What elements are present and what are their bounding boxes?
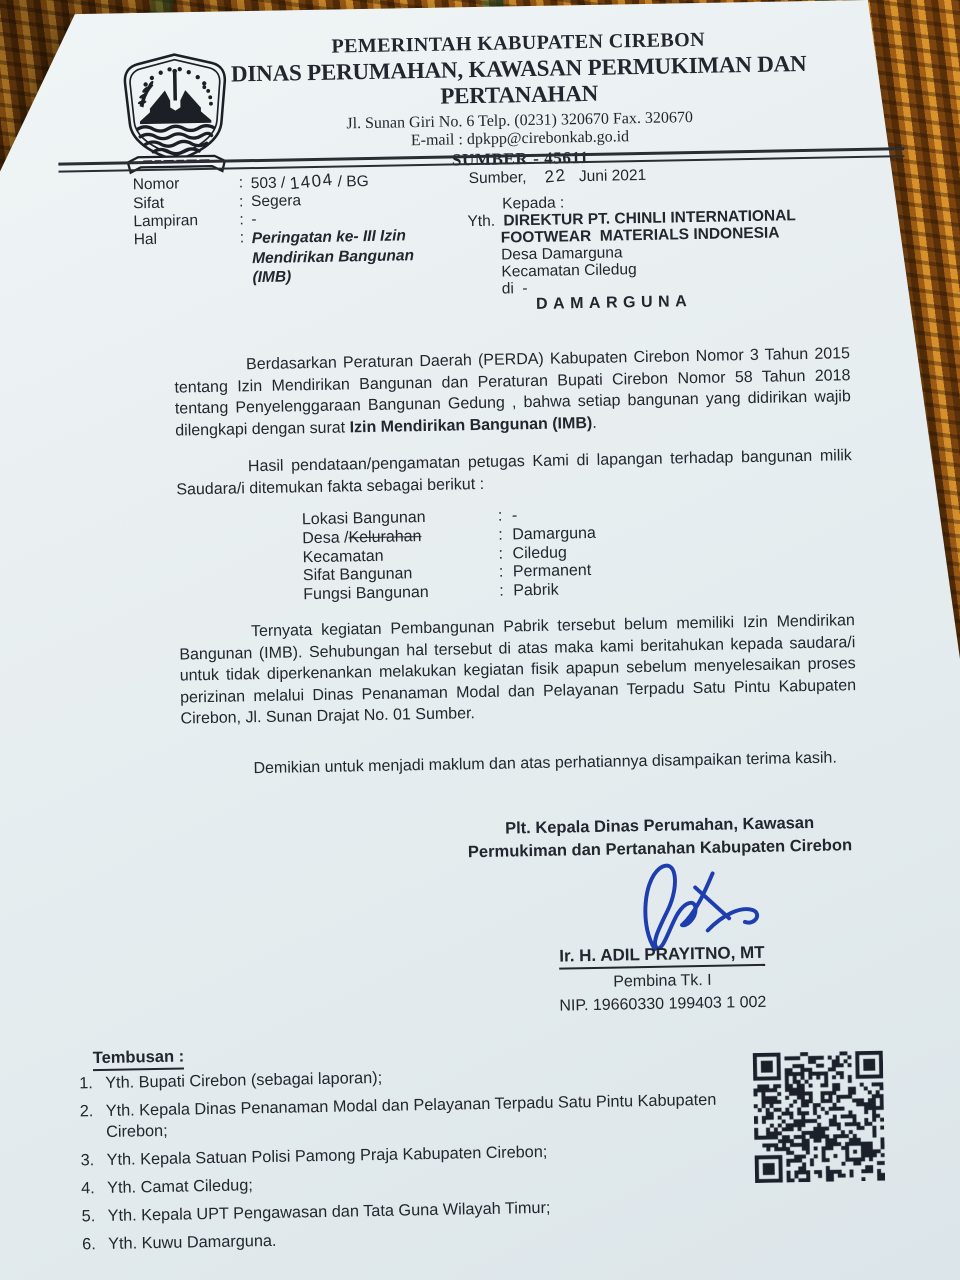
- nomor-handwritten: 1404: [288, 169, 335, 194]
- fact-row: Lokasi Bangunan : -: [301, 507, 518, 529]
- colon: :: [239, 229, 245, 247]
- recipient-city: DAMARGUNA: [535, 293, 693, 313]
- nomor-label: Nomor: [132, 175, 180, 194]
- colon: :: [238, 193, 244, 211]
- dateline: [469, 166, 647, 188]
- dateline-day-handwritten: 22: [543, 165, 568, 187]
- yth-prefix: Yth.: [467, 212, 496, 231]
- paragraph-3: Ternyata kegiatan Pembangunan Pabrik tersebut belum memiliki Izin Mendirikan Bangunan (IMB). Sehubungan hal tersebut di atas maka kami beritahukan kepada saudara/i untuk tidak diperkenankan melakukan kegiatan fisik apapun sebelum menyelesaikan proses perizinan melalui Dinas Penanaman Modal dan Pelayanan Terpadu Satu Pintu Kabupaten Cirebon, Jl. Sunan Drajat No. 01 Sumber.: [179, 612, 857, 728]
- fact-row: Fungsi Bangunan : Pabrik: [303, 581, 559, 604]
- letterhead-city-postal: SUMBER - 45611: [451, 147, 589, 170]
- fact-row: Sifat Bangunan : Permanent: [302, 562, 592, 585]
- tembusan-heading: Tembusan :: [93, 1048, 185, 1072]
- letterhead-agency: DINAS PERUMAHAN, KAWASAN PERMUKIMAN DAN PERTANAHAN: [230, 50, 807, 109]
- recipient-name-line1: Yth. DIREKTUR PT. CHINLI INTERNATIONAL: [467, 207, 796, 231]
- dateline-month-year: Juni 2021: [578, 166, 647, 186]
- recipient-district: Kecamatan Ciledug: [501, 261, 637, 281]
- lampiran-label: Lampiran: [133, 212, 199, 231]
- dateline-place: Sumber,: [468, 169, 527, 188]
- kepada-label: Kepada :: [502, 194, 565, 213]
- tembusan-item: Yth. Kuwu Damarguna.: [108, 1231, 277, 1253]
- hal-label: Hal: [133, 230, 158, 249]
- paragraph-4: Demikian untuk menjadi maklum dan atas perhatiannya disampaikan terima kasih.: [253, 749, 837, 778]
- sifat-value: Segera: [250, 192, 302, 211]
- recipient-di-line: di -: [501, 280, 528, 298]
- fact-row: Desa /Kelurahan : Damarguna: [302, 524, 596, 548]
- nomor-value: [250, 169, 369, 194]
- lampiran-value: -: [251, 211, 257, 229]
- sifat-label: Sifat: [132, 194, 165, 213]
- tembusan-item: Yth. Camat Ciledug;: [106, 1176, 253, 1197]
- nomor-prefix: 503 /: [250, 174, 286, 193]
- facts-list: [302, 506, 597, 605]
- tembusan-item: Yth. Kepala Satuan Polisi Pamong Praja Kabupaten Cirebon;: [106, 1142, 548, 1169]
- signatory-title-line2: Permukiman dan Pertanahan Kabupaten Cirebon: [467, 836, 853, 862]
- qr-code: [753, 1051, 885, 1183]
- paragraph-2: Hasil pendataan/pengamatan petugas Kami di lapangan terhadap bangunan milik Saudara/i ditemukan fakta sebagai berikut :: [176, 447, 853, 499]
- paragraph-1: Berdasarkan Peraturan Daerah (PERDA) Kabupaten Cirebon Nomor 3 Tahun 2015 tentang Izin Mendirikan Bangunan dan Peraturan Bupati Cirebon Nomor 58 Tahun 2018 tentang Penyelenggaraan Bangunan Gedung , bahwa setiap bangunan yang didirikan wajib dilengkapi dengan surat Izin Mendirikan Bangunan (IMB).: [174, 345, 851, 440]
- signatory-nip: NIP. 19660330 199403 1 002: [559, 993, 767, 1015]
- signatory-name: Ir. H. ADIL PRAYITNO, MT: [427, 940, 897, 972]
- hal-value: Peringatan ke- III Izin Mendirikan Bangunan (IMB): [251, 227, 415, 287]
- recipient-village: Desa Damarguna: [500, 244, 623, 264]
- colon: :: [239, 211, 244, 229]
- letterhead-address: Jl. Sunan Giri No. 6 Telp. (0231) 320670 Fax. 320670: [346, 109, 694, 133]
- tembusan-list: [69, 1061, 764, 1263]
- letterhead-email: E-mail : dpkpp@cirebonkab.go.id: [410, 128, 630, 150]
- struck-kelurahan: Kelurahan: [348, 527, 422, 547]
- signatory-title-line1: Plt. Kepala Dinas Perumahan, Kawasan: [504, 813, 815, 838]
- nomor-suffix: / BG: [337, 172, 369, 191]
- recipient-name-line2: FOOTWEAR MATERIALS INDONESIA: [500, 224, 780, 247]
- tembusan-item: Yth. Bupati Cirebon (sebagai laporan);: [105, 1068, 383, 1092]
- signatory-rank: Pembina Tk. I: [613, 971, 712, 991]
- tembusan-item: Yth. Kepala UPT Pengawasan dan Tata Guna Wilayah Timur;: [107, 1198, 551, 1225]
- tembusan-item: Yth. Kepala Dinas Penanaman Modal dan Pelayanan Terpadu Satu Pintu Kabupaten Cirebon;: [105, 1090, 717, 1141]
- colon: :: [238, 174, 244, 192]
- fact-row: Kecamatan : Ciledug: [302, 543, 568, 566]
- letterhead-government: PEMERINTAH KABUPATEN CIREBON: [331, 28, 706, 58]
